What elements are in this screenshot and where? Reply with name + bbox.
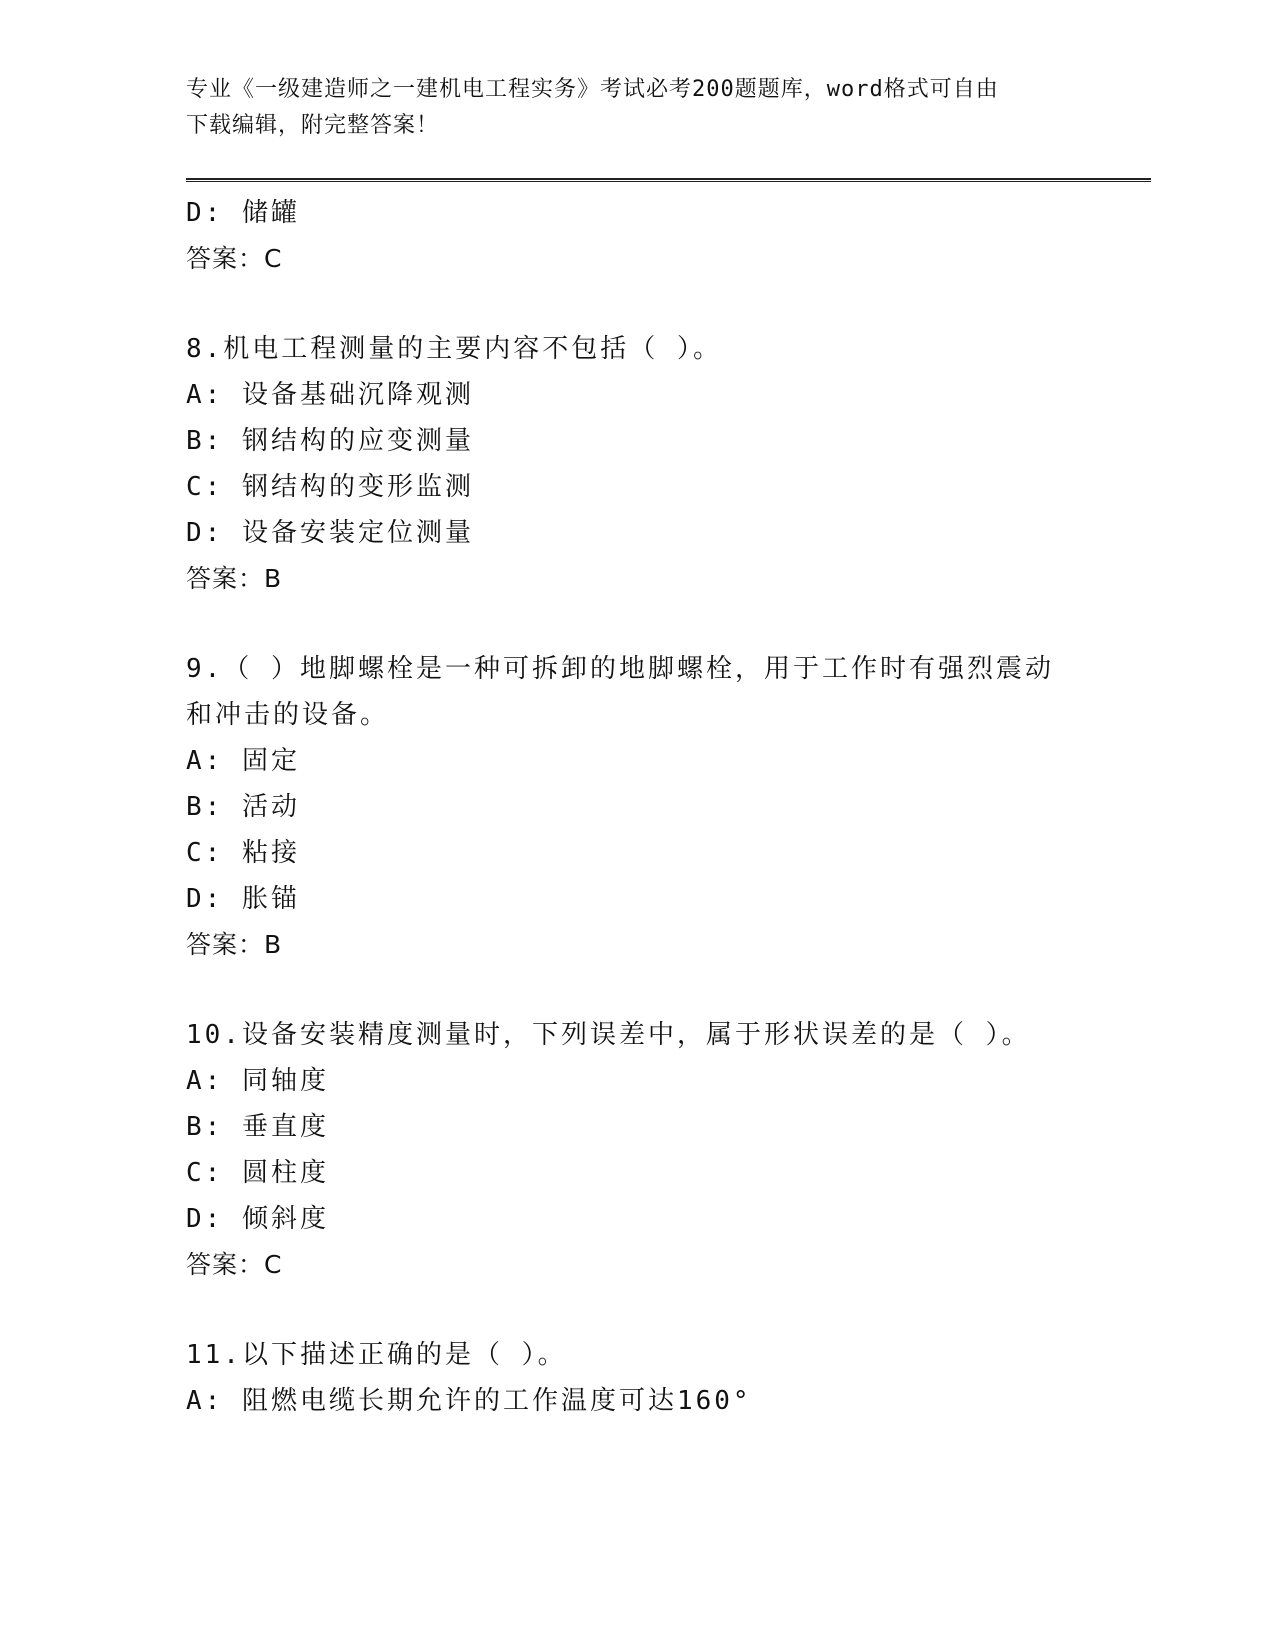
question-stem: 8.机电工程测量的主要内容不包括（ ）。: [186, 334, 722, 364]
option-a: A: 同轴度: [186, 1066, 329, 1096]
question-list: [186, 190, 1126, 1424]
question-stem-line-2: 和冲击的设备。: [186, 700, 390, 730]
option-b: B: 垂直度: [186, 1112, 329, 1142]
question-11: [186, 1332, 1126, 1424]
option-b: B: 钢结构的应变测量: [186, 426, 474, 456]
option-a: A: 设备基础沉降观测: [186, 380, 474, 410]
answer-line: 答案：C: [186, 1250, 283, 1279]
question-9: [186, 646, 1126, 968]
header-line-2: 下载编辑，附完整答案！: [186, 113, 440, 138]
answer-line: 答案：B: [186, 930, 283, 959]
option-d: D: 倾斜度: [186, 1204, 329, 1234]
question-stem: 11.以下描述正确的是（ ）。: [186, 1340, 567, 1370]
option-d: D: 设备安装定位测量: [186, 518, 474, 548]
option-a: A: 固定: [186, 746, 300, 776]
question-stem-line-1: 9.（ ）地脚螺栓是一种可拆卸的地脚螺栓，用于工作时有强烈震动: [186, 654, 1054, 684]
answer-line: 答案：C: [186, 244, 283, 273]
option-b: B: 活动: [186, 792, 300, 822]
header-divider: [186, 178, 1151, 182]
header-line-1: 专业《一级建造师之一建机电工程实务》考试必考200题题库，word格式可自由: [186, 77, 999, 102]
option-c: C: 圆柱度: [186, 1158, 329, 1188]
option-d: D: 胀锚: [186, 884, 300, 914]
question-8: [186, 326, 1126, 602]
question-10: [186, 1012, 1126, 1288]
previous-question-tail: [186, 190, 1126, 282]
question-stem: 10.设备安装精度测量时，下列误差中，属于形状误差的是（ ）。: [186, 1020, 1031, 1050]
document-header: [186, 72, 1066, 144]
answer-line: 答案：B: [186, 564, 283, 593]
option-c: C: 粘接: [186, 838, 300, 868]
option-c: C: 钢结构的变形监测: [186, 472, 474, 502]
option-d: D: 储罐: [186, 198, 300, 228]
option-a: A: 阻燃电缆长期允许的工作温度可达160°: [186, 1386, 752, 1416]
